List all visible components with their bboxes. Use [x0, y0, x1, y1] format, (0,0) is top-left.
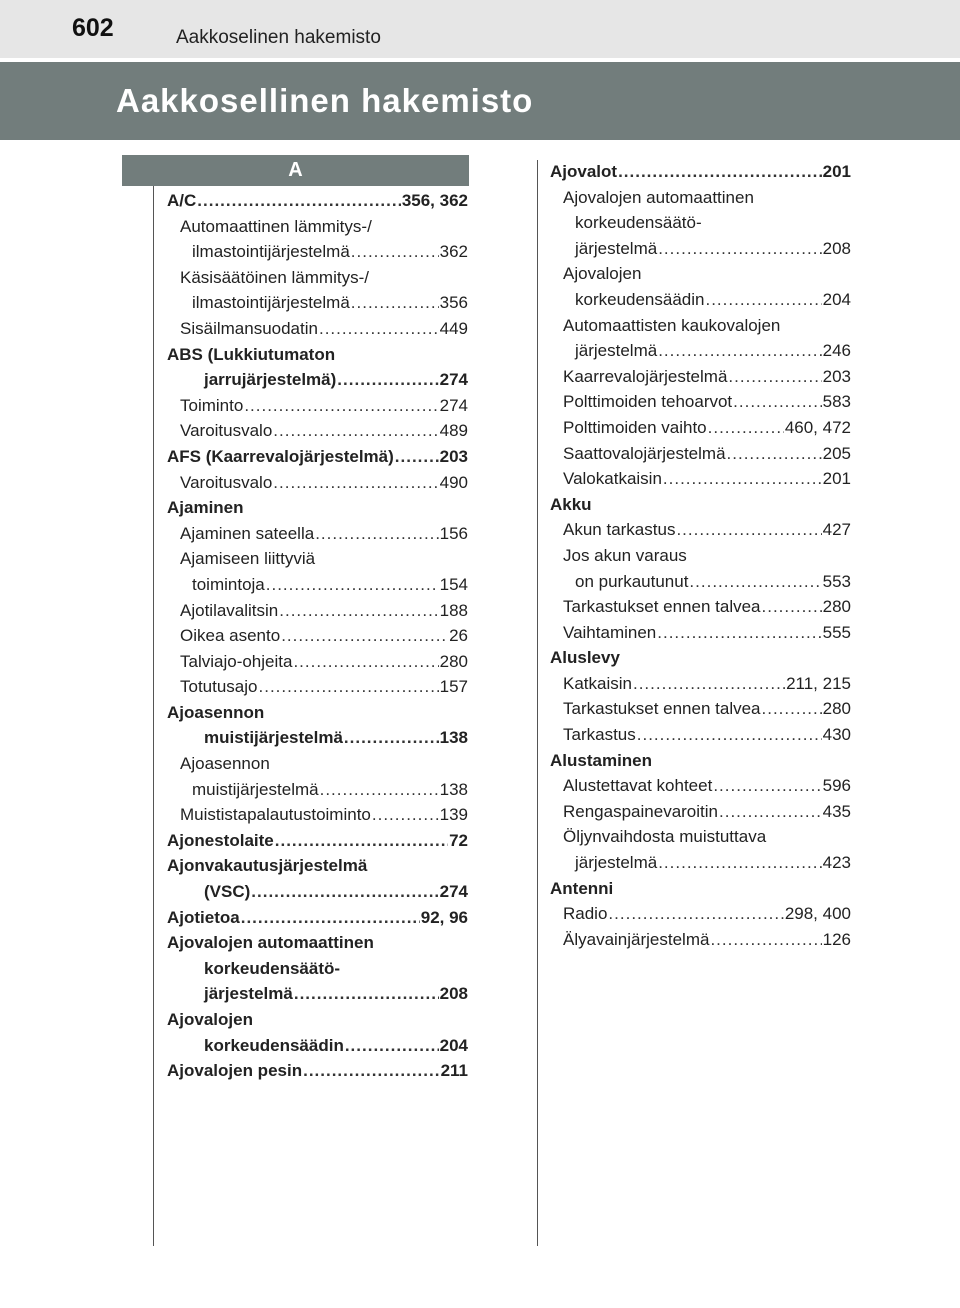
- entry-term: Ajovalojen pesin: [167, 1061, 303, 1081]
- entry-term: Alustettavat kohteet: [563, 776, 713, 796]
- entry-term: Ajamiseen liittyviä: [180, 549, 316, 569]
- entry-term: Rengaspainevaroitin: [563, 801, 718, 821]
- page-reference: 362: [439, 242, 468, 262]
- index-entry: [167, 853, 468, 879]
- entry-term: korkeudensäätö-: [204, 958, 341, 978]
- dot-leader: [351, 290, 439, 316]
- section-letter-heading: A: [122, 155, 469, 186]
- dot-leader: [372, 802, 439, 828]
- entry-term: (VSC): [204, 882, 251, 902]
- page-reference: 490: [439, 472, 468, 492]
- dot-leader: [713, 773, 821, 799]
- entry-term: Automaattinen lämmitys-/: [180, 216, 372, 236]
- page-reference: 274: [439, 395, 468, 415]
- index-subentry: [167, 572, 468, 598]
- entry-term: Akku: [550, 494, 592, 514]
- page-reference: 208: [439, 984, 468, 1004]
- entry-term: Ajoasennon: [167, 702, 265, 722]
- index-subentry: [167, 316, 468, 342]
- page-reference: 201: [822, 469, 851, 489]
- entry-term: järjestelmä: [204, 984, 293, 1004]
- entry-term: Ajovalojen: [563, 264, 642, 284]
- dot-leader: [608, 901, 783, 927]
- dot-leader: [618, 159, 822, 185]
- index-subentry: [550, 696, 851, 722]
- dot-leader: [719, 799, 822, 825]
- index-subentry: [167, 956, 468, 982]
- index-subentry: [167, 777, 468, 803]
- page-reference: 298, 400: [784, 904, 851, 924]
- page-reference: 203: [822, 366, 851, 386]
- dot-leader: [733, 389, 821, 415]
- entry-term: Oikea asento: [180, 626, 281, 646]
- dot-leader: [727, 441, 822, 467]
- page-reference: 553: [822, 571, 851, 591]
- index-entry: [167, 444, 468, 470]
- page-reference: 188: [439, 600, 468, 620]
- page-reference: 449: [439, 318, 468, 338]
- entry-term: AFS (Kaarrevalojärjestelmä): [167, 446, 394, 466]
- page-reference: 138: [439, 779, 468, 799]
- index-subentry: [167, 802, 468, 828]
- dot-leader: [351, 239, 439, 265]
- entry-term: Varoitusvalo: [180, 472, 273, 492]
- dot-leader: [710, 927, 821, 953]
- dot-leader: [676, 517, 821, 543]
- page-reference: 211: [440, 1061, 468, 1081]
- entry-term: Valokatkaisin: [563, 469, 662, 489]
- dot-leader: [658, 338, 821, 364]
- page-reference: 280: [822, 699, 851, 719]
- page-reference: 139: [439, 805, 468, 825]
- index-subentry: [550, 236, 851, 262]
- index-subentry: [550, 594, 851, 620]
- entry-term: Tarkastus: [563, 725, 636, 745]
- page-reference: 460, 472: [784, 417, 851, 437]
- dot-leader: [762, 594, 822, 620]
- index-entry: [167, 188, 468, 214]
- index-subentry: [167, 981, 468, 1007]
- page-reference: 427: [822, 520, 851, 540]
- page-reference: 205: [822, 443, 851, 463]
- index-subentry: [550, 389, 851, 415]
- index-entry: [167, 495, 468, 521]
- dot-leader: [657, 620, 821, 646]
- index-subentry: [167, 1033, 468, 1059]
- index-entry: [167, 905, 468, 931]
- entry-term: Käsisäätöinen lämmitys-/: [180, 267, 369, 287]
- dot-leader: [273, 470, 438, 496]
- page-reference: 356, 362: [401, 191, 468, 210]
- dot-leader: [337, 367, 438, 393]
- dot-leader: [320, 777, 439, 803]
- page-header-strip: [0, 0, 960, 58]
- entry-term: ilmastointijärjestelmä: [192, 293, 350, 313]
- page-reference: 274: [439, 882, 468, 902]
- entry-term: Tarkastukset ennen talvea: [563, 597, 761, 617]
- page-reference: 555: [822, 622, 851, 642]
- dot-leader: [319, 316, 439, 342]
- page-reference: 489: [439, 421, 468, 441]
- index-subentry: [167, 265, 468, 291]
- entry-term: jarrujärjestelmä): [204, 370, 337, 390]
- page-reference: 208: [822, 238, 851, 258]
- dot-leader: [708, 415, 784, 441]
- index-subentry: [550, 466, 851, 492]
- page-reference: 435: [822, 801, 851, 821]
- dot-leader: [303, 1058, 439, 1084]
- page-reference: 246: [822, 341, 851, 361]
- page-number: 602: [72, 14, 114, 42]
- entry-term: Akun tarkastus: [563, 520, 676, 540]
- index-subentry: [167, 367, 468, 393]
- dot-leader: [279, 598, 438, 624]
- index-subentry: [550, 210, 851, 236]
- entry-term: Ajonvakautusjärjestelmä: [167, 856, 368, 876]
- dot-leader: [273, 418, 438, 444]
- dot-leader: [344, 725, 439, 751]
- entry-term: Ajotietoa: [167, 907, 240, 927]
- entry-term: järjestelmä: [575, 341, 658, 361]
- entry-term: A/C: [167, 191, 197, 210]
- index-subentry: [167, 725, 468, 751]
- index-subentry: [167, 623, 468, 649]
- entry-term: muistijärjestelmä: [192, 779, 319, 799]
- dot-leader: [294, 981, 439, 1007]
- dot-leader: [762, 696, 822, 722]
- dot-leader: [197, 188, 401, 214]
- index-subentry: [167, 674, 468, 700]
- dot-leader: [663, 466, 822, 492]
- index-subentry: [550, 901, 851, 927]
- page-reference: 203: [439, 446, 468, 466]
- page-reference: 430: [822, 725, 851, 745]
- index-subentry: [550, 338, 851, 364]
- dot-leader: [728, 364, 821, 390]
- column-divider-left: [153, 186, 154, 1246]
- index-entry: [550, 645, 851, 671]
- page-reference: 138: [439, 728, 468, 748]
- page-reference: 156: [439, 523, 468, 543]
- entry-term: Ajaminen: [167, 498, 244, 518]
- entry-term: Kaarrevalojärjestelmä: [563, 366, 728, 386]
- index-subentry: [550, 313, 851, 339]
- dot-leader: [658, 236, 821, 262]
- entry-term: korkeudensäädin: [575, 289, 705, 309]
- page-reference: 92, 96: [420, 907, 468, 927]
- entry-term: Automaattisten kaukovalojen: [563, 315, 781, 335]
- index-subentry: [550, 722, 851, 748]
- dot-leader: [293, 649, 438, 675]
- entry-term: Vaihtaminen: [563, 622, 657, 642]
- entry-term: Muististapalautustoiminto: [180, 805, 371, 825]
- entry-term: Totutusajo: [180, 677, 258, 697]
- dot-leader: [658, 850, 821, 876]
- index-subentry: [550, 799, 851, 825]
- entry-term: Älyavainjärjestelmä: [563, 929, 710, 949]
- dot-leader: [259, 674, 439, 700]
- page-reference: 204: [822, 289, 851, 309]
- dot-leader: [275, 828, 448, 854]
- page-reference: 157: [439, 677, 468, 697]
- entry-term: korkeudensäädin: [204, 1035, 344, 1055]
- page-reference: 126: [822, 929, 851, 949]
- entry-term: järjestelmä: [575, 853, 658, 873]
- entry-term: Sisäilmansuodatin: [180, 318, 318, 338]
- dot-leader: [633, 671, 785, 697]
- index-subentry: [167, 879, 468, 905]
- entry-term: Ajoasennon: [180, 754, 270, 774]
- index-column-1: [167, 188, 468, 1084]
- entry-term: Polttimoiden vaihto: [563, 417, 707, 437]
- entry-term: Ajovalojen automaattinen: [563, 187, 754, 207]
- entry-term: Tarkastukset ennen talvea: [563, 699, 761, 719]
- index-subentry: [550, 927, 851, 953]
- dot-leader: [281, 623, 448, 649]
- page-reference: 583: [822, 392, 851, 412]
- entry-term: Aluslevy: [550, 648, 620, 668]
- index-subentry: [167, 598, 468, 624]
- index-entry: [167, 1058, 468, 1084]
- index-subentry: [167, 649, 468, 675]
- page-reference: 26: [449, 626, 468, 646]
- index-subentry: [167, 290, 468, 316]
- entry-term: Alustaminen: [550, 750, 653, 770]
- page-reference: 356: [439, 293, 468, 313]
- column-divider-right: [537, 160, 538, 1246]
- index-subentry: [167, 418, 468, 444]
- entry-term: Saattovalojärjestelmä: [563, 443, 726, 463]
- page-reference: 280: [439, 651, 468, 671]
- index-subentry: [550, 671, 851, 697]
- entry-term: Ajovalot: [550, 162, 618, 181]
- dot-leader: [345, 1033, 439, 1059]
- entry-term: Ajaminen sateella: [180, 523, 315, 543]
- dot-leader: [244, 393, 438, 419]
- index-subentry: [167, 546, 468, 572]
- dot-leader: [637, 722, 822, 748]
- dot-leader: [689, 569, 821, 595]
- entry-term: Ajovalojen automaattinen: [167, 933, 374, 953]
- entry-term: Öljynvaihdosta muistuttava: [563, 827, 767, 847]
- index-entry: [167, 930, 468, 956]
- entry-term: Varoitusvalo: [180, 421, 273, 441]
- dot-leader: [395, 444, 439, 470]
- index-subentry: [550, 569, 851, 595]
- entry-term: Polttimoiden tehoarvot: [563, 392, 733, 412]
- index-entry: [550, 748, 851, 774]
- index-column-2: [550, 159, 851, 952]
- page-reference: 72: [449, 830, 468, 850]
- index-subentry: [167, 521, 468, 547]
- index-entry: [167, 342, 468, 368]
- index-subentry: [167, 751, 468, 777]
- page-reference: 280: [822, 597, 851, 617]
- index-subentry: [550, 441, 851, 467]
- entry-term: ilmastointijärjestelmä: [192, 242, 350, 262]
- index-entry: [550, 159, 851, 185]
- entry-term: Toiminto: [180, 395, 244, 415]
- index-subentry: [550, 517, 851, 543]
- entry-term: korkeudensäätö-: [575, 213, 702, 233]
- entry-term: Radio: [563, 904, 608, 924]
- page-reference: 274: [439, 370, 468, 390]
- entry-term: järjestelmä: [575, 238, 658, 258]
- index-subentry: [167, 214, 468, 240]
- entry-term: Ajonestolaite: [167, 830, 274, 850]
- entry-term: Ajotilavalitsin: [180, 600, 279, 620]
- page-reference: 211, 215: [786, 673, 851, 693]
- index-subentry: [550, 185, 851, 211]
- index-subentry: [550, 620, 851, 646]
- entry-term: on purkautunut: [575, 571, 689, 591]
- entry-term: toimintoja: [192, 574, 265, 594]
- entry-term: Ajovalojen: [167, 1010, 253, 1029]
- index-entry: [167, 1007, 468, 1033]
- index-subentry: [167, 470, 468, 496]
- index-subentry: [550, 415, 851, 441]
- dot-leader: [705, 287, 821, 313]
- index-subentry: [550, 543, 851, 569]
- index-subentry: [550, 824, 851, 850]
- page-reference: 154: [439, 574, 468, 594]
- page-reference: 201: [822, 162, 851, 181]
- page-reference: 204: [439, 1035, 468, 1055]
- index-subentry: [550, 287, 851, 313]
- index-subentry: [550, 850, 851, 876]
- page-title: Aakkosellinen hakemisto: [116, 82, 534, 119]
- dot-leader: [241, 905, 420, 931]
- index-subentry: [550, 261, 851, 287]
- entry-term: ABS (Lukkiutumaton: [167, 344, 336, 364]
- dot-leader: [315, 521, 438, 547]
- index-subentry: [167, 393, 468, 419]
- dot-leader: [266, 572, 439, 598]
- page-reference: 596: [822, 776, 851, 796]
- index-subentry: [550, 364, 851, 390]
- index-entry: [550, 876, 851, 902]
- page-reference: 423: [822, 853, 851, 873]
- running-header-title: Aakkoselinen hakemisto: [176, 27, 381, 48]
- entry-term: Talviajo-ohjeita: [180, 651, 293, 671]
- entry-term: muistijärjestelmä: [204, 728, 343, 748]
- entry-term: Jos akun varaus: [563, 545, 687, 565]
- index-entry: [550, 492, 851, 518]
- entry-term: Antenni: [550, 878, 614, 898]
- entry-term: Katkaisin: [563, 673, 632, 693]
- dot-leader: [251, 879, 438, 905]
- index-subentry: [167, 239, 468, 265]
- index-subentry: [550, 773, 851, 799]
- index-entry: [167, 828, 468, 854]
- index-entry: [167, 700, 468, 726]
